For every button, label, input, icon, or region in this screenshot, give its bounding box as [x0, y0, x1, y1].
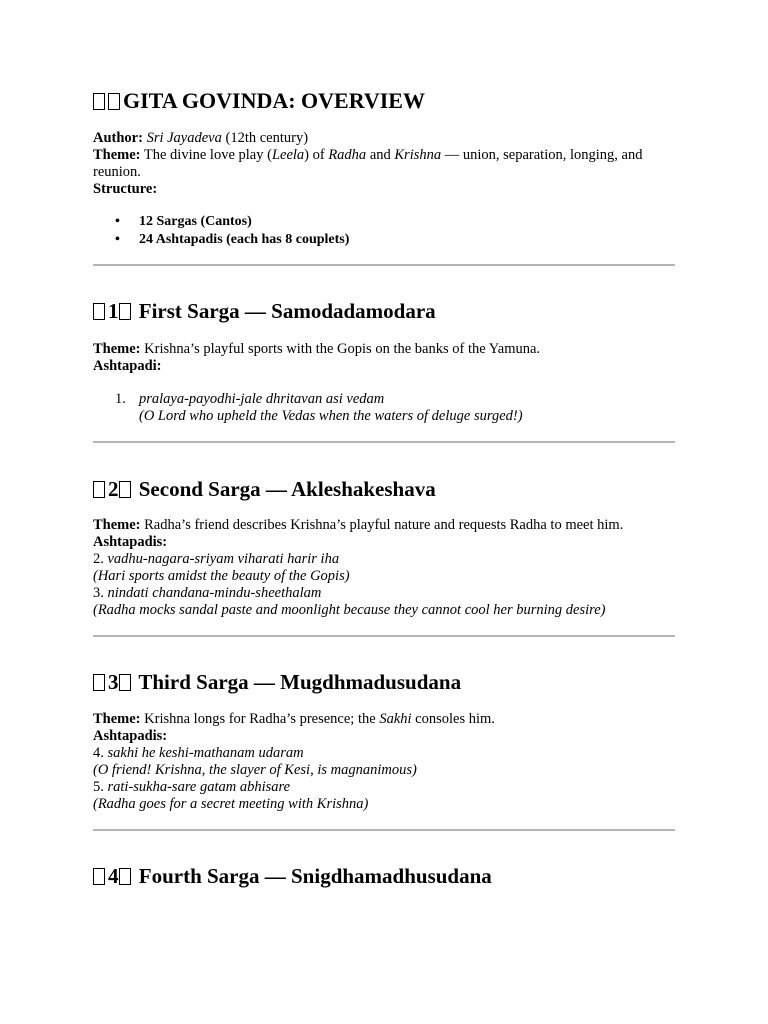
missing-glyph-icon [93, 674, 105, 691]
sarga4-heading: 4 Fourth Sarga — Snigdhamadhusudana [93, 863, 492, 889]
missing-glyph-icon [93, 868, 105, 885]
list-item-translation: (Radha goes for a secret meeting with Krishna) [93, 796, 369, 812]
divider [93, 441, 675, 443]
sarga1-ashtapadi-list [93, 391, 523, 425]
missing-glyph-icon [119, 303, 131, 320]
missing-glyph-icon [119, 868, 131, 885]
ashtapadi-label: Ashtapadis: [93, 534, 168, 550]
structure-list [93, 213, 349, 249]
list-item: 3. nindati chandana-mindu-sheethalam [93, 585, 322, 601]
sarga1-info [93, 341, 683, 375]
list-item: 5. rati-sukha-sare gatam abhisare [93, 779, 291, 795]
list-item-translation: (Hari sports amidst the beauty of the Gopis) [93, 568, 350, 584]
sarga3-info [93, 711, 683, 813]
missing-glyph-icon [119, 481, 131, 498]
missing-glyph-icon [93, 303, 105, 320]
structure-label: Structure: [93, 181, 158, 197]
theme-line: Theme: Krishna’s playful sports with the Gopis on the banks of the Yamuna. [93, 341, 541, 357]
theme-line: Theme: The divine love play (Leela) of Radha and Krishna — union, separation, longing, and reunion. [93, 147, 643, 180]
overview-title: GITA GOVINDA: OVERVIEW [123, 88, 425, 113]
overview-heading [93, 88, 425, 114]
divider [93, 829, 675, 831]
list-item: 4. sakhi he keshi-mathanam udaram [93, 745, 304, 761]
sarga1-heading: 1 First Sarga — Samodadamodara [93, 298, 436, 324]
overview-info [93, 130, 683, 198]
list-item: 2. vadhu-nagara-sriyam viharati harir iha [93, 551, 340, 567]
ashtapadi-label: Ashtapadi: [93, 358, 162, 374]
sarga3-heading: 3 Third Sarga — Mugdhmadusudana [93, 669, 461, 695]
sarga2-info [93, 517, 683, 619]
missing-glyph-icon [93, 481, 105, 498]
list-item: • 24 Ashtapadis (each has 8 couplets) [115, 232, 350, 247]
author-line: Author: Sri Jayadeva (12th century) [93, 130, 309, 146]
list-item-translation: (O friend! Krishna, the slayer of Kesi, is magnanimous) [93, 762, 417, 778]
sarga2-heading: 2 Second Sarga — Akleshakeshava [93, 476, 436, 502]
missing-glyph-icon [119, 674, 131, 691]
list-item: 1. pralaya-payodhi-jale dhritavan asi vedam (O Lord who upheld the Vedas when the waters of deluge surged!) [115, 391, 523, 424]
list-item: • 12 Sargas (Cantos) [115, 214, 252, 229]
divider [93, 635, 675, 637]
divider [93, 264, 675, 266]
missing-glyph-icon [93, 93, 105, 110]
list-item-translation: (Radha mocks sandal paste and moonlight because they cannot cool her burning desire) [93, 602, 606, 618]
missing-glyph-icon [108, 93, 120, 110]
ashtapadi-label: Ashtapadis: [93, 728, 168, 744]
theme-line: Theme: Radha’s friend describes Krishna’s playful nature and requests Radha to meet him. [93, 517, 624, 533]
theme-line: Theme: Krishna longs for Radha’s presence; the Sakhi consoles him. [93, 711, 495, 727]
